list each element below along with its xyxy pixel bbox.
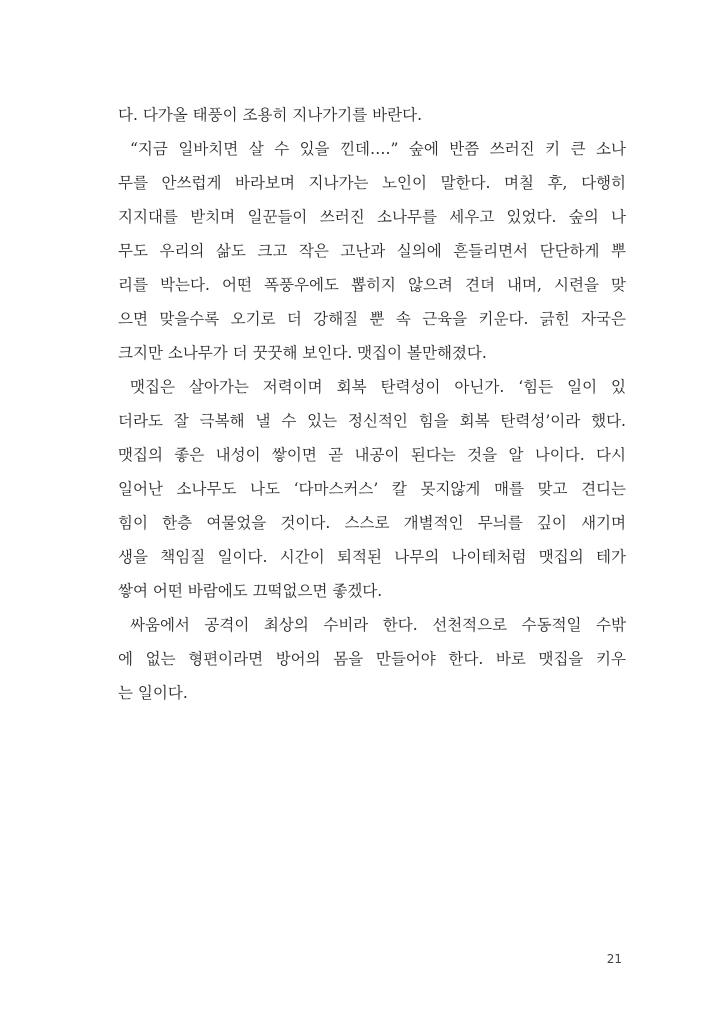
page-number: 21 (606, 952, 622, 966)
text-line: 쌓여 어떤 바람에도 끄떡없으면 좋겠다. (118, 582, 383, 600)
text-line: 다. 다가올 태풍이 조용히 지나가기를 바란다. (118, 106, 423, 124)
text-line: 무를 안쓰럽게 바라보며 지나가는 노인이 말한다. 며칠 후, 다행히 (118, 174, 626, 192)
text-line: 맷집은 살아가는 저력이며 회복 탄력성이 아닌가. ‘힘든 일이 있 (130, 378, 626, 396)
body-text (118, 98, 626, 710)
text-line: “지금 일바치면 살 수 있을 낀데….” 숲에 반쯤 쓰러진 키 큰 소나 (130, 140, 626, 158)
text-line: 으면 맞을수록 오기로 더 강해질 뿐 속 근육을 키운다. 긁힌 자국은 (118, 310, 626, 328)
text-line: 생을 책임질 일이다. 시간이 퇴적된 나무의 나이테처럼 맷집의 테가 (118, 548, 626, 566)
text-line: 크지만 소나무가 더 꿋꿋해 보인다. 맷집이 볼만해졌다. (118, 344, 487, 362)
text-line: 지지대를 받치며 일꾼들이 쓰러진 소나무를 세우고 있었다. 숲의 나 (118, 208, 626, 226)
text-line: 는 일이다. (118, 684, 188, 702)
text-line: 더라도 잘 극복해 낼 수 있는 정신적인 힘을 회복 탄력성’이라 했다. (118, 412, 626, 430)
text-line: 힘이 한층 여물었을 것이다. 스스로 개별적인 무늬를 깊이 새기며 (118, 514, 626, 532)
text-line: 에 없는 형편이라면 방어의 몸을 만들어야 한다. 바로 맷집을 키우 (118, 650, 626, 668)
text-line: 무도 우리의 삶도 크고 작은 고난과 실의에 흔들리면서 단단하게 뿌 (118, 242, 626, 260)
text-line: 맷집의 좋은 내성이 쌓이면 곧 내공이 된다는 것을 알 나이다. 다시 (118, 446, 626, 464)
text-line: 싸움에서 공격이 최상의 수비라 한다. 선천적으로 수동적일 수밖 (130, 616, 626, 634)
text-line: 리를 박는다. 어떤 폭풍우에도 뽑히지 않으려 견뎌 내며, 시련을 맞 (118, 276, 626, 294)
text-line: 일어난 소나무도 나도 ‘다마스커스’ 칼 못지않게 매를 맞고 견디는 (118, 480, 626, 498)
